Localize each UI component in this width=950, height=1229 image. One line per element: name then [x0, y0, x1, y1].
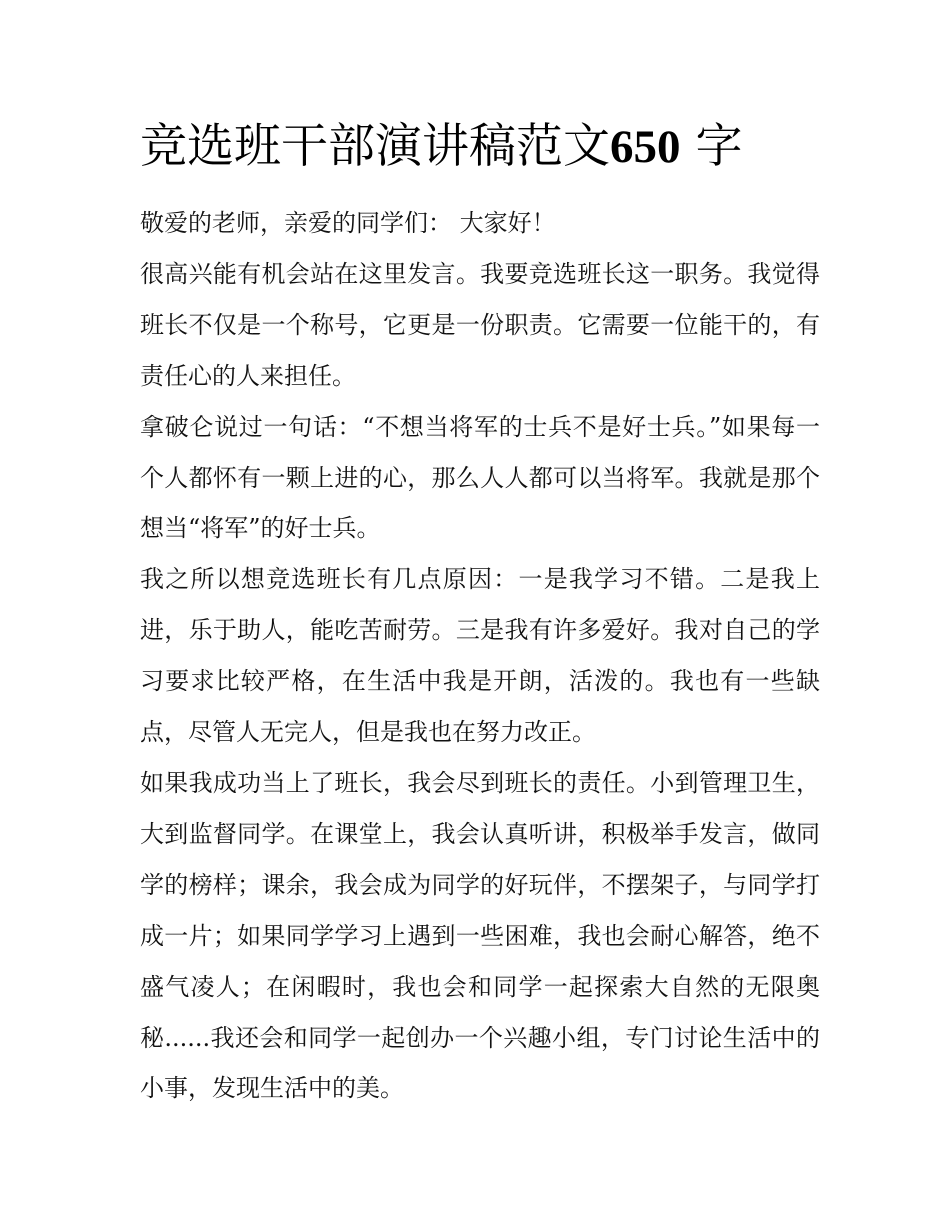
document-title: [140, 116, 860, 178]
title-suffix: 字: [695, 119, 743, 174]
paragraph-plans: 如果我成功当上了班长，我会尽到班长的责任。小到管理卫生，大到监督同学。在课堂上，我会认真听讲，积极举手发言，做同学的榜样；课余，我会成为同学的好玩伴，不摆架子，与同学打成一片；如果同学学习上遇到一些困难，我也会耐心解答，绝不盛气凌人；在闲暇时，我也会和同学一起探索大自然的无限奥秘......我还会和同学一起创办一个兴趣小组，专门讨论生活中的小事，发现生活中的美。: [140, 768, 820, 1103]
paragraph-greeting: 敬爱的老师，亲爱的同学们： 大家好！: [140, 209, 556, 237]
title-number: 650: [610, 121, 681, 173]
paragraph-quote: 拿破仑说过一句话：“不想当将军的士兵不是好士兵。”如果每一个人都怀有一颗上进的心，那么人人都可以当将军。我就是那个想当“将军”的好士兵。: [140, 412, 820, 543]
title-main: 竞选班干部演讲稿范文: [140, 119, 610, 174]
document-body: [140, 198, 820, 1114]
paragraph-reasons: 我之所以想竞选班长有几点原因：一是我学习不错。二是我上进，乐于助人，能吃苦耐劳。三是我有许多爱好。我对自己的学习要求比较严格，在生活中我是开朗，活泼的。我也有一些缺点，尽管人无完人，但是我也在努力改正。: [140, 565, 820, 747]
paragraph-intro: 很高兴能有机会站在这里发言。我要竞选班长这一职务。我觉得班长不仅是一个称号，它更是一份职责。它需要一位能干的，有责任心的人来担任。: [140, 259, 820, 390]
